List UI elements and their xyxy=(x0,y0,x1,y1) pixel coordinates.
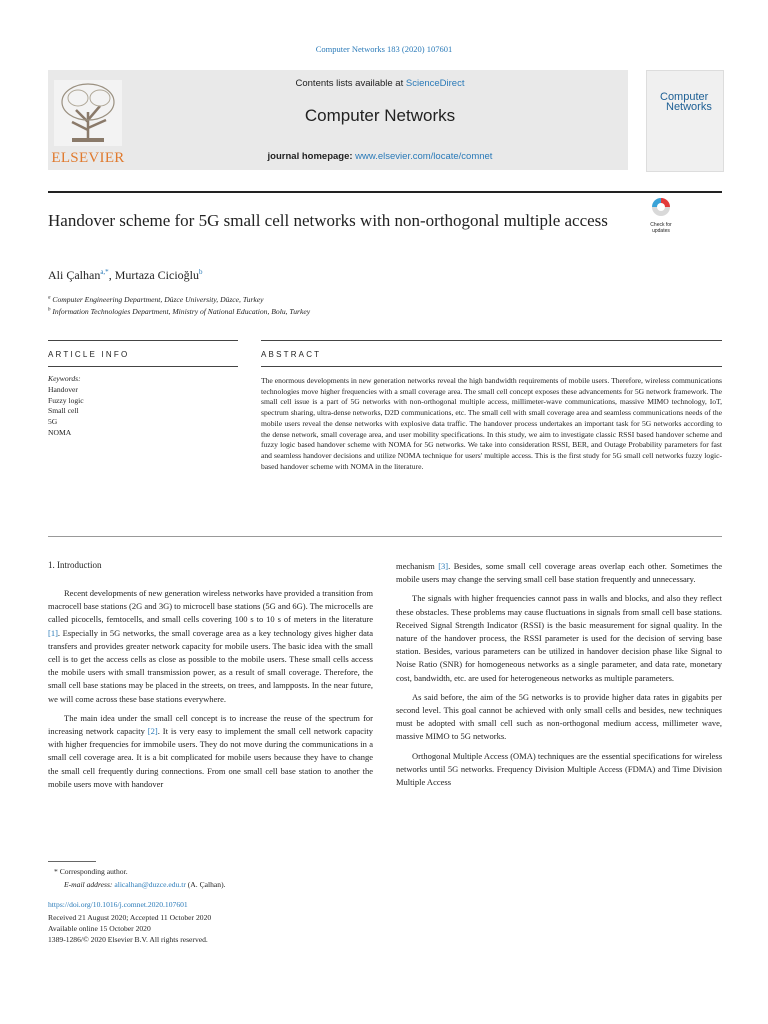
author-2: Murtaza Cicioğlu xyxy=(114,268,199,282)
affiliation-a-text: Computer Engineering Department, Düzce University, Düzce, Turkey xyxy=(52,295,264,304)
contents-prefix: Contents lists available at xyxy=(295,78,406,89)
email-suffix: (A. Çalhan). xyxy=(185,880,226,889)
article-info-rule-2 xyxy=(48,366,238,367)
author-1-affiliation-mark[interactable]: a,* xyxy=(100,268,109,276)
right-column xyxy=(396,560,722,795)
text-run: The main idea under the small cell concept is to increase the reuse of the spectrum for increasing network capacity xyxy=(48,712,373,737)
homepage-prefix: journal homepage: xyxy=(267,151,356,162)
available-online: Available online 15 October 2020 xyxy=(48,924,151,933)
email-line xyxy=(64,879,226,890)
text-run: mechanism xyxy=(396,561,439,571)
corresponding-author-note xyxy=(54,866,128,877)
cover-title-line2: Networks xyxy=(666,101,712,113)
received-dates: Received 21 August 2020; Accepted 11 October 2020 xyxy=(48,913,212,922)
paragraph: As said before, the aim of the 5G networks is to provide higher data rates in gigabits per second level. This goal cannot be achieved with only small cells and besides, new techniques must be adopted with small cell such as non-orthogonal medium access, millimeter wave, massive MIMO to 5G networks. xyxy=(396,691,722,742)
cover-title xyxy=(660,92,712,112)
affiliation-a xyxy=(48,295,264,304)
crossmark-label-1: Check for xyxy=(650,222,672,228)
article-info-heading: ARTICLE INFO xyxy=(48,350,130,359)
reference-link[interactable]: [2] xyxy=(147,726,158,737)
affiliation-b xyxy=(48,307,310,316)
abstract-text: The enormous developments in new generation networks reveal the high bandwidth requirements of mobile users. Therefore, wireless communications technologies move higher frequencies with a small coverage area. The small cell concept exposes these advancements for 5G network framework. The small cell issue is a part of 5G networks with non-orthogonal multiple access, millimeter-wave communications, massive MIMO technology, IoT, spectrum sharing, ultra-dense networks, D2D communications, etc. The small cell with small coverage area and seamless communications needs of the mobile users reveal the dense networks with explosive data traffic. The handover process undertakes an important task for 5G networks according to the dense network, small coverage area, and user mobility specifications. In this study, we aim to investigate classic RSSI based handover scheme and fuzzy logic based handover scheme with NOMA for 5G networks. We take into consideration RSSI, BER, and Outage Probability parameters for fast and seamless handover decisions and utilize NOMA technique for users' multiple access. This is the first study for 5G small cell networks fuzzy logic-based handover scheme with NOMA in the literature. xyxy=(261,376,722,471)
journal-citation[interactable]: Computer Networks 183 (2020) 107601 xyxy=(315,44,453,54)
abstract-rule-2 xyxy=(261,366,722,367)
reference-link[interactable]: [1] xyxy=(48,627,58,638)
doi-link[interactable]: https://doi.org/10.1016/j.comnet.2020.107601 xyxy=(48,900,188,909)
keyword-item: 5G xyxy=(48,417,58,427)
text-run: . Especially in 5G networks, the small coverage area as a key technology gives higher data transfers and provides greater network capacity for mobile users. The basic idea with the small cell is to get the access cells as close as possible to the mobile users. These small cells access the mobile users with small transmission power, as a result of small coverage. Therefore, the small cell base stations may be placed in the streets, on trees, and lampposts. In the near future, we will come across these base stations everywhere. xyxy=(48,627,373,704)
left-column xyxy=(48,587,373,797)
affiliation-a-label: a xyxy=(48,295,51,301)
copyright: 1389-1286/© 2020 Elsevier B.V. All rights reserved. xyxy=(48,935,208,944)
author-1: Ali Çalhan xyxy=(48,268,101,282)
homepage-link[interactable]: www.elsevier.com/locate/comnet xyxy=(355,151,493,162)
keywords-label: Keywords: xyxy=(48,374,81,383)
abstract-rule xyxy=(261,340,722,341)
keyword-item: Small cell xyxy=(48,406,79,416)
paragraph: Orthogonal Multiple Access (OMA) techniques are the essential specifications for wireless networks until 5G networks. Frequency Division Multiple Access (FDMA) and Time Division Multiple Access xyxy=(396,750,722,788)
author-list xyxy=(48,268,203,283)
crossmark-label-2: updates xyxy=(652,227,670,234)
cover-title-line1: Computer xyxy=(660,91,709,103)
text-run: . It is very easy to implement the small cell network capacity with higher frequencies for immobile users. They do not move during the communications in a small cell coverage area. It is a bit complicated for mobile users because they have to change the small cell frequently during connections. From one small cell base station to another the mobile users move with handover xyxy=(48,726,373,789)
article-title: Handover scheme for 5G small cell networks with non-orthogonal multiple access xyxy=(48,211,608,230)
paragraph xyxy=(48,712,373,791)
email-link[interactable]: alicalhan@duzce.edu.tr xyxy=(114,880,186,889)
keyword-item: Handover xyxy=(48,384,78,394)
journal-title: Computer Networks xyxy=(304,106,456,125)
reference-link[interactable]: [3] xyxy=(438,561,449,571)
header-rule xyxy=(48,191,722,193)
keywords-block xyxy=(48,374,84,439)
elsevier-wordmark: ELSEVIER xyxy=(51,150,125,166)
affiliation-b-text: Information Technologies Department, Ministry of National Education, Bolu, Turkey xyxy=(52,307,311,316)
sciencedirect-link[interactable]: ScienceDirect xyxy=(405,78,465,89)
paragraph: The signals with higher frequencies cannot pass in walls and blocks, and also they reflect these obstacles. These problems may cause fluctuations in signals from small cell base stations. Received Signal Strength Indicator (RSSI) is the basic measurement for signal quality. In the nature of the handover process, the RSSI parameter is used for the decision of serving base station. Besides, various parameters can be utilized in handover decision phase like Signal to Noise Ratio (SNR) for homogeneous networks as a single parameter, and data rate, monetary cost, bandwidth, etc. are used for heterogeneous networks as multiple parameters. xyxy=(396,593,722,683)
footnote-rule xyxy=(48,861,96,862)
keyword-item: Fuzzy logic xyxy=(48,395,84,405)
text-run: Recent developments of new generation wireless networks have provided a transition from macrocell base stations (2G and 3G) to microcell base stations (5G and 6G). The microcells are called picocells, femtocells, and small cells covering 100 s to 10 s of meters in the literature xyxy=(48,588,373,625)
journal-cover xyxy=(646,70,724,172)
contents-available xyxy=(140,78,620,89)
abstract-end-rule xyxy=(48,536,722,537)
affiliation-b-label: b xyxy=(48,307,51,313)
email-label: E-mail address: xyxy=(64,880,115,889)
author-separator: , xyxy=(108,268,115,282)
article-info-rule xyxy=(48,340,238,341)
author-2-affiliation-mark[interactable]: b xyxy=(199,268,203,276)
abstract-heading: ABSTRACT xyxy=(261,350,322,359)
paragraph xyxy=(396,560,722,586)
journal-homepage xyxy=(140,151,620,162)
crossmark-icon xyxy=(646,196,676,218)
paragraph xyxy=(48,587,373,706)
keyword-item: NOMA xyxy=(48,427,72,437)
corresponding-text: Corresponding author. xyxy=(59,867,128,876)
text-run: . Besides, some small cell coverage areas overlap each other. Sometimes the mobile users may change the serving small cell base station frequently and unnecessary. xyxy=(396,561,722,585)
section-heading-introduction: 1. Introduction xyxy=(48,560,102,570)
footnote-star: * xyxy=(54,867,58,876)
check-for-updates-badge[interactable] xyxy=(646,196,676,234)
